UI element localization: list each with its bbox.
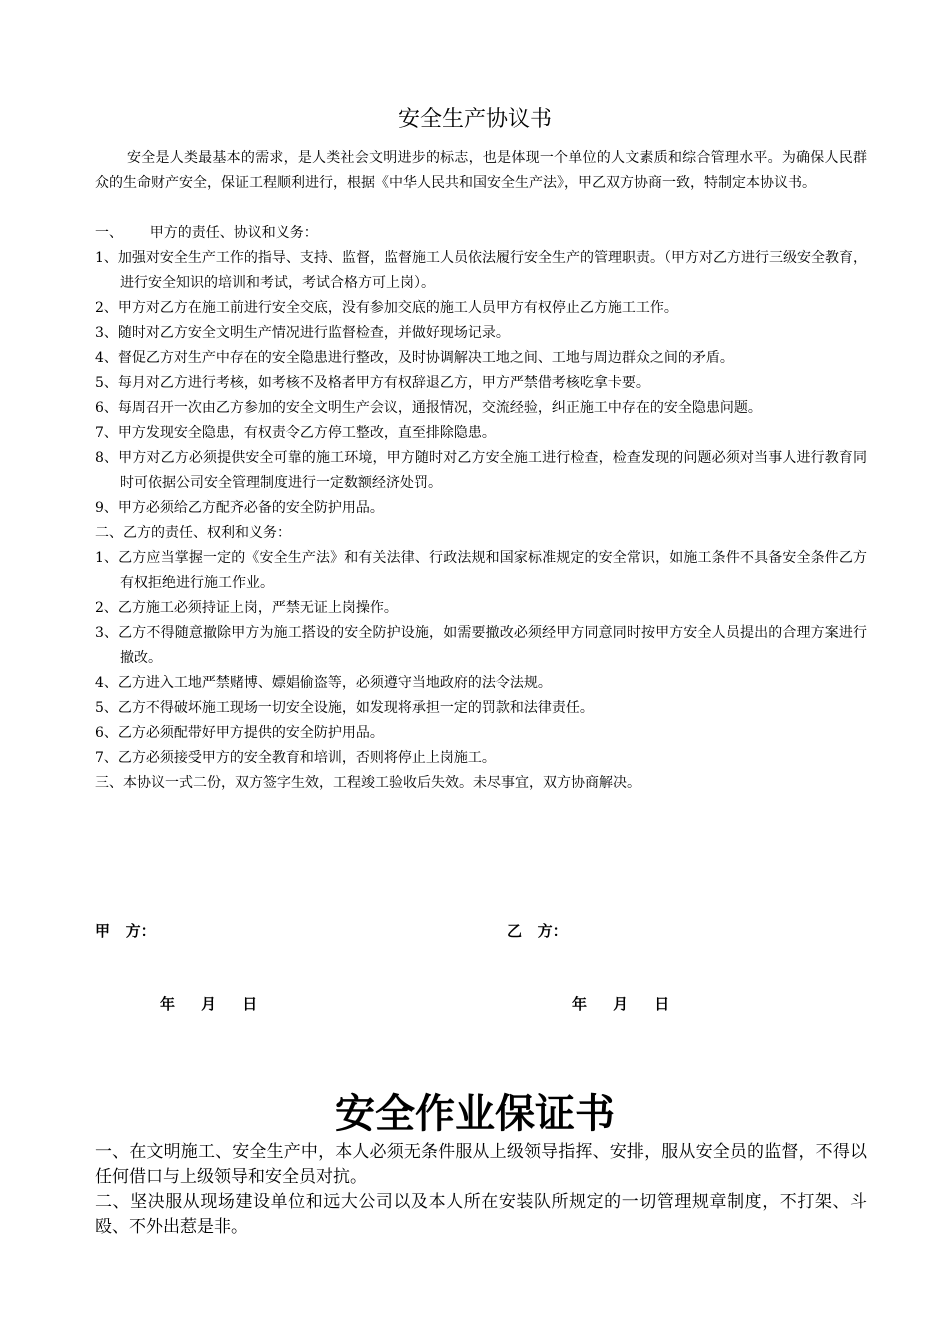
section1-item: 4、督促乙方对生产中存在的安全隐患进行整改，及时协调解决工地之间、工地与周边群众之间的矛盾。 bbox=[95, 350, 734, 366]
section2-item: 7、乙方必须接受甲方的安全教育和培训，否则将停止上岗施工。 bbox=[95, 750, 496, 766]
section2-item: 6、乙方必须配带好甲方提供的安全防护用品。 bbox=[95, 725, 384, 741]
pledge-item: 二、坚决服从现场建设单位和远大公司以及本人所在安装队所规定的一切管理规章制度，不打架、斗殴、不外出惹是非。 bbox=[95, 1192, 867, 1237]
section2-item: 3、乙方不得随意撤除甲方为施工搭设的安全防护设施，如需要撤改必须经甲方同意同时按甲方安全人员提出的合理方案进行撤改。 bbox=[95, 625, 867, 666]
section1-item: 3、随时对乙方安全文明生产情况进行监督检查，并做好现场记录。 bbox=[95, 325, 510, 341]
section1-heading: 一、 甲方的责任、协议和义务： bbox=[95, 225, 318, 241]
pledge-title: 安全作业保证书 bbox=[335, 1091, 615, 1137]
pledge-body bbox=[95, 1140, 867, 1240]
party-b-signature-label: 乙 方： bbox=[507, 922, 568, 940]
section1-item: 8、甲方对乙方必须提供安全可靠的施工环境，甲方随时对乙方安全施工进行检查，检查发现的问题必须对当事人进行教育同时可依据公司安全管理制度进行一定数额经济处罚。 bbox=[95, 450, 867, 491]
section2-item: 1、乙方应当掌握一定的《安全生产法》和有关法律、行政法规和国家标准规定的安全常识，如施工条件不具备安全条件乙方有权拒绝进行施工作业。 bbox=[95, 550, 867, 591]
section1-item: 7、甲方发现安全隐患，有权责令乙方停工整改，直至排除隐患。 bbox=[95, 425, 496, 441]
section2-item: 5、乙方不得破坏施工现场一切安全设施，如发现将承担一定的罚款和法律责任。 bbox=[95, 700, 594, 716]
party-a-signature-label: 甲 方： bbox=[95, 922, 156, 940]
section2-heading: 二、乙方的责任、权利和义务： bbox=[95, 525, 291, 541]
party-a-date: 年 月 日 bbox=[160, 995, 258, 1013]
section1-item: 5、每月对乙方进行考核，如考核不及格者甲方有权辞退乙方，甲方严禁借考核吃拿卡要。 bbox=[95, 375, 650, 391]
section1-item: 6、每周召开一次由乙方参加的安全文明生产会议，通报情况，交流经验，纠正施工中存在的安全隐患问题。 bbox=[95, 400, 762, 416]
section1-item: 2、甲方对乙方在施工前进行安全交底，没有参加交底的施工人员甲方有权停止乙方施工工作。 bbox=[95, 300, 678, 316]
section2-item: 2、乙方施工必须持证上岗，严禁无证上岗操作。 bbox=[95, 600, 398, 616]
agreement-intro: 安全是人类最基本的需求，是人类社会文明进步的标志，也是体现一个单位的人文素质和综合管理水平。为确保人民群众的生命财产安全，保证工程顺利进行，根据《中华人民共和国安全生产法》，甲乙双方协商一致，特制定本协议书。 bbox=[95, 150, 867, 191]
party-b-date: 年 月 日 bbox=[572, 995, 670, 1013]
section3-clause: 三、本协议一式二份，双方签字生效，工程竣工验收后失效。未尽事宜，双方协商解决。 bbox=[95, 775, 641, 791]
section2-item: 4、乙方进入工地严禁赌博、嫖娼偷盗等，必须遵守当地政府的法令法规。 bbox=[95, 675, 552, 691]
agreement-clauses bbox=[95, 221, 867, 796]
section1-item: 1、加强对安全生产工作的指导、支持、监督，监督施工人员依法履行安全生产的管理职责。（甲方对乙方进行三级安全教育，进行安全知识的培训和考试，考试合格方可上岗）。 bbox=[95, 250, 867, 291]
pledge-item: 一、在文明施工、安全生产中，本人必须无条件服从上级领导指挥、安排，服从安全员的监督，不得以任何借口与上级领导和安全员对抗。 bbox=[95, 1142, 867, 1187]
section1-item: 9、甲方必须给乙方配齐必备的安全防护用品。 bbox=[95, 500, 384, 516]
agreement-title: 安全生产协议书 bbox=[397, 107, 552, 132]
